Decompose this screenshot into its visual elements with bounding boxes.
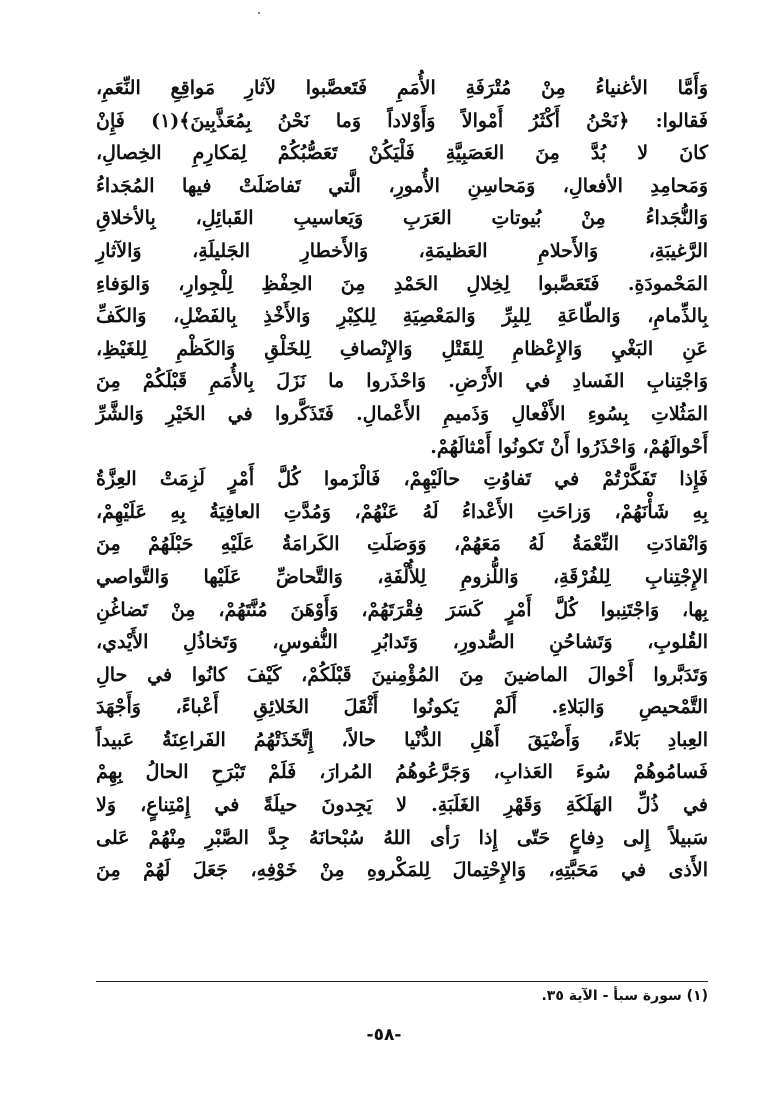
text-line: المَحْمودَةِ. فَتَعَصَّبوا لِخِلالِ الحَمْدِ مِنَ الحِفْظِ لِلْجِوارِ، وَالوَفاءِ xyxy=(96,272,708,295)
text-line: في ذُلِّ الهَلَكَةِ وَقَهْرِ الغَلَبَةِ. لا يَجِدونَ حيلَةً في إِمْتِناعٍ، وَلا xyxy=(96,794,708,817)
text-line: بِهِ شَأْنَهُمْ، وَزاحَتِ الأَعْداءُ لَهُ عَنْهُمْ، وَمُدَّتِ العافِيَةُ بِهِ عَلَيْهِمْ، xyxy=(96,500,708,523)
scan-speck xyxy=(258,12,260,14)
text-line: القُلوبِ، وَتَشاحُنِ الصُّدورِ، وَتَدابُرِ النُّفوسِ، وَتَخاذُلِ الأَيْدي، xyxy=(96,631,708,654)
text-line: الأَذى في مَحَبَّتِهِ، وَالإِحْتِمالَ لِلمَكْروهِ مِنْ خَوْفِهِ، جَعَلَ لَهُمْ مِنَ xyxy=(96,859,708,882)
text-line: فَإِذا تَفَكَّرْتُمْ في تَفاوُتِ حالَيْهِمْ، فَالْزَموا كُلَّ أَمْرٍ لَزِمَتْ العِزَّةُ xyxy=(96,468,708,491)
text-line: وَتَدَبَّروا أَحْوالَ الماضينَ مِنَ المُؤْمِنينَ قَبْلَكُمْ، كَيْفَ كانُوا في حالِ xyxy=(96,663,708,686)
text-line: الرَّغيبَةِ، وَالأَحلامِ العَظيمَةِ، وَالأَخطارِ الجَليلَةِ، وَالآثارِ xyxy=(96,239,708,262)
text-line: وَالنُّجَداءُ مِنْ بُيوتاتِ العَرَبِ وَيَعاسيبِ القَبائِلِ، بِالأخلاقِ xyxy=(96,207,708,230)
footnote: (١) سورة سبأ - الآية ٣٥. xyxy=(541,988,708,1004)
text-line: بِها، وَاجْتَنِبوا كُلَّ أَمْرٍ كَسَرَ فِقْرَتَهُمْ، وَأَوْهَنَ مُنَّتَهُمْ، مِنْ تَضاغُنِ xyxy=(96,598,708,621)
text-line: المَثُلاتِ بِسُوءِ الأَفْعالِ وَذَميمِ الأَعْمالِ. فَتَذَكَّروا في الخَيْرِ وَالشَّرِّ xyxy=(96,402,708,425)
text-line: التَّمْحيصِ وَالبَلاءِ. أَلَمْ يَكونُوا أَثْقَلَ الخَلائِقِ أَعْباءً، وَأَجْهَدَ xyxy=(96,696,708,719)
text-line: أَحْوالَهُمْ، وَاحْذَرُوا أَنْ تَكونُوا أَمْثالَهُمْ. xyxy=(430,435,708,458)
text-line: عَنِ البَغْيِ وَالإِعْظامِ لِلقَتْلِ وَالإِنْصافِ لِلخَلْقِ وَالكَظْمِ لِلغَيْظِ، xyxy=(96,337,708,360)
page-body xyxy=(96,72,708,887)
text-line: بِالذِّمامِ، وَالطّاعَةِ لِلبِرِّ وَالمَعْصِيَةِ لِلكِبْرِ وَالأَخْذِ بِالفَضْلِ، وَالكَفِّ xyxy=(96,305,708,328)
page-number: -٥٨- xyxy=(366,1025,402,1045)
text-line: وَأَمَّا الأغنياءُ مِنْ مُتْرَفَةِ الأُمَمِ فَتَعصَّبوا لآثارِ مَواقِعِ النِّعَمِ، xyxy=(96,77,708,99)
text-line: سَبيلاً إِلى دِفاعٍ حَتّى إِذا رَأى اللهُ سُبْحانَهُ جِدَّ الصَّبْرِ مِنْهُمْ عَلى xyxy=(96,826,708,849)
text-line: فَقالوا: ﴿نَحْنُ أَكْثَرُ أَمْوالاً وَأَوْلاداً وَما نَحْنُ بِمُعَذَّبِينَ﴾(١) فَإِنْ xyxy=(96,109,708,132)
text-line: وَمَحامِدِ الأفعالِ، وَمَحاسِنِ الأُمورِ، الَّتي تَفاضَلَتْ فيها المُجَداءُ xyxy=(96,174,708,197)
text-line: كانَ لا بُدَّ مِنَ العَصَبِيَّةِ فَلْيَكُنْ تَعَصُّبُكُمْ لِمَكارِمِ الخِصالِ، xyxy=(96,142,708,165)
paragraph-1 xyxy=(96,72,708,463)
footnote-divider xyxy=(96,981,708,982)
text-line: العِبادِ بَلاءً، وَأَضْيَقَ أَهْلِ الدُّنْيا حالاً، إِتَّخَذَتْهُمُ الفَراعِنَةُ عَبيداً xyxy=(96,728,708,751)
text-line: الإِجْتِنابِ لِلفُرْقَةِ، وَاللُّزومِ لِلأُلْفَةِ، وَالتَّحاضِّ عَلَيْها وَالتَّواصي xyxy=(96,565,708,588)
text-line: وَاجْتِنابِ الفَسادِ في الأَرْضِ. وَاحْذَروا ما نَزَلَ بِالأُمَمِ قَبْلَكُمْ مِنَ xyxy=(96,370,708,393)
text-line: وَانْقادَتِ النِّعْمَةُ لَهُ مَعَهُمْ، وَوَصَلَتِ الكَرامَةُ عَلَيْهِ حَبْلَهُمْ مِنَ xyxy=(96,533,708,556)
paragraph-2 xyxy=(96,463,708,887)
text-line: فَسامُوهُمْ سُوءَ العَذابِ، وَجَرَّعُوهُمُ المُرارَ، فَلَمْ تَبْرَحِ الحالُ بِهِمْ xyxy=(96,761,708,784)
